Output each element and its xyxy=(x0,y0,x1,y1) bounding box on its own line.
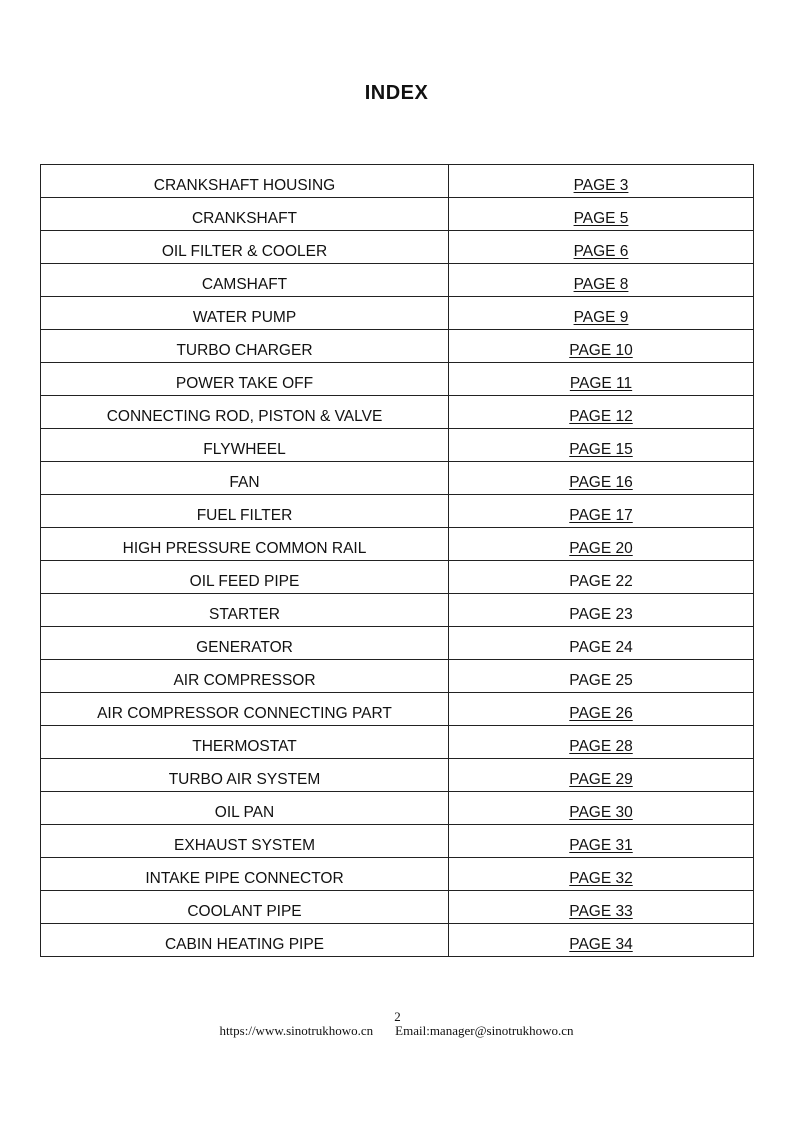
section-name-cell: HIGH PRESSURE COMMON RAIL xyxy=(41,528,449,561)
index-row xyxy=(41,858,754,891)
page-ref-cell xyxy=(449,264,754,297)
section-name-cell: TURBO AIR SYSTEM xyxy=(41,759,449,792)
section-name-cell: OIL FILTER & COOLER xyxy=(41,231,449,264)
section-name-cell: INTAKE PIPE CONNECTOR xyxy=(41,858,449,891)
page-ref-cell xyxy=(449,330,754,363)
section-name-cell: TURBO CHARGER xyxy=(41,330,449,363)
page-ref-cell xyxy=(449,198,754,231)
section-name-cell: CABIN HEATING PIPE xyxy=(41,924,449,957)
page-ref-text: PAGE 24 xyxy=(569,639,633,656)
index-row xyxy=(41,231,754,264)
page-ref-cell xyxy=(449,759,754,792)
page-link[interactable]: PAGE 26 xyxy=(569,705,633,722)
page-ref-cell xyxy=(449,627,754,660)
page-footer xyxy=(0,1010,793,1038)
index-row xyxy=(41,825,754,858)
index-row xyxy=(41,792,754,825)
page-link[interactable]: PAGE 6 xyxy=(573,243,629,260)
index-row xyxy=(41,198,754,231)
page-link[interactable]: PAGE 32 xyxy=(569,870,633,887)
website-link[interactable]: https://www.sinotrukhowo.cn xyxy=(219,1023,374,1038)
page-link[interactable]: PAGE 29 xyxy=(569,771,633,788)
page-link[interactable]: PAGE 11 xyxy=(569,375,633,392)
index-row xyxy=(41,594,754,627)
index-row xyxy=(41,429,754,462)
section-name-cell: FUEL FILTER xyxy=(41,495,449,528)
section-name-cell: OIL PAN xyxy=(41,792,449,825)
section-name-cell: CRANKSHAFT xyxy=(41,198,449,231)
section-name-cell: OIL FEED PIPE xyxy=(41,561,449,594)
page-ref-cell xyxy=(449,726,754,759)
page-link[interactable]: PAGE 33 xyxy=(569,903,633,920)
page-link[interactable]: PAGE 34 xyxy=(569,936,633,953)
index-row xyxy=(41,264,754,297)
page-ref-cell xyxy=(449,891,754,924)
page-link[interactable]: PAGE 10 xyxy=(569,342,633,359)
index-row xyxy=(41,297,754,330)
page-ref-cell xyxy=(449,858,754,891)
page-link[interactable]: PAGE 28 xyxy=(569,738,633,755)
page-ref-cell xyxy=(449,825,754,858)
footer-contacts xyxy=(0,1024,793,1038)
page-ref-cell xyxy=(449,594,754,627)
page-ref-text: PAGE 22 xyxy=(569,573,633,590)
page-link[interactable]: PAGE 31 xyxy=(569,837,633,854)
section-name-cell: COOLANT PIPE xyxy=(41,891,449,924)
page-number: 2 xyxy=(394,1009,401,1024)
page-ref-cell xyxy=(449,792,754,825)
section-name-cell: GENERATOR xyxy=(41,627,449,660)
page-link[interactable]: PAGE 16 xyxy=(569,474,633,491)
index-row xyxy=(41,363,754,396)
page-ref-cell xyxy=(449,462,754,495)
index-row xyxy=(41,330,754,363)
index-row xyxy=(41,924,754,957)
email-link[interactable]: Email:manager@sinotrukhowo.cn xyxy=(395,1023,574,1038)
section-name-cell: CRANKSHAFT HOUSING xyxy=(41,165,449,198)
page-link[interactable]: PAGE 8 xyxy=(573,276,629,293)
section-name-cell: EXHAUST SYSTEM xyxy=(41,825,449,858)
section-name-cell: POWER TAKE OFF xyxy=(41,363,449,396)
page-ref-cell xyxy=(449,528,754,561)
page-link[interactable]: PAGE 15 xyxy=(569,441,633,458)
page-ref-text: PAGE 23 xyxy=(569,606,633,623)
page-link[interactable]: PAGE 12 xyxy=(569,408,633,425)
page-ref-text: PAGE 25 xyxy=(569,672,633,689)
section-name-cell: FAN xyxy=(41,462,449,495)
page-ref-cell xyxy=(449,429,754,462)
page-ref-cell xyxy=(449,495,754,528)
page-ref-cell xyxy=(449,924,754,957)
index-row xyxy=(41,693,754,726)
page-link[interactable]: PAGE 3 xyxy=(573,177,629,194)
section-name-cell: FLYWHEEL xyxy=(41,429,449,462)
index-row xyxy=(41,462,754,495)
page-ref-cell xyxy=(449,297,754,330)
page-ref-cell xyxy=(449,165,754,198)
page-title: INDEX xyxy=(364,82,429,104)
index-row xyxy=(41,660,754,693)
index-row xyxy=(41,165,754,198)
index-row xyxy=(41,759,754,792)
index-row xyxy=(41,396,754,429)
page-ref-cell xyxy=(449,693,754,726)
index-table-body xyxy=(41,165,754,957)
index-row xyxy=(41,561,754,594)
section-name-cell: WATER PUMP xyxy=(41,297,449,330)
index-row xyxy=(41,891,754,924)
section-name-cell: AIR COMPRESSOR xyxy=(41,660,449,693)
index-row xyxy=(41,528,754,561)
page-ref-cell xyxy=(449,660,754,693)
page-link[interactable]: PAGE 5 xyxy=(573,210,629,227)
page-ref-cell xyxy=(449,561,754,594)
page-ref-cell xyxy=(449,231,754,264)
section-name-cell: CONNECTING ROD, PISTON & VALVE xyxy=(41,396,449,429)
page-ref-cell xyxy=(449,396,754,429)
index-row xyxy=(41,627,754,660)
index-row xyxy=(41,726,754,759)
page-ref-cell xyxy=(449,363,754,396)
page-link[interactable]: PAGE 20 xyxy=(569,540,633,557)
index-row xyxy=(41,495,754,528)
page-link[interactable]: PAGE 17 xyxy=(569,507,633,524)
section-name-cell: CAMSHAFT xyxy=(41,264,449,297)
section-name-cell: AIR COMPRESSOR CONNECTING PART xyxy=(41,693,449,726)
page-link[interactable]: PAGE 30 xyxy=(569,804,633,821)
page-link[interactable]: PAGE 9 xyxy=(573,309,629,326)
section-name-cell: THERMOSTAT xyxy=(41,726,449,759)
index-table xyxy=(40,164,754,957)
section-name-cell: STARTER xyxy=(41,594,449,627)
